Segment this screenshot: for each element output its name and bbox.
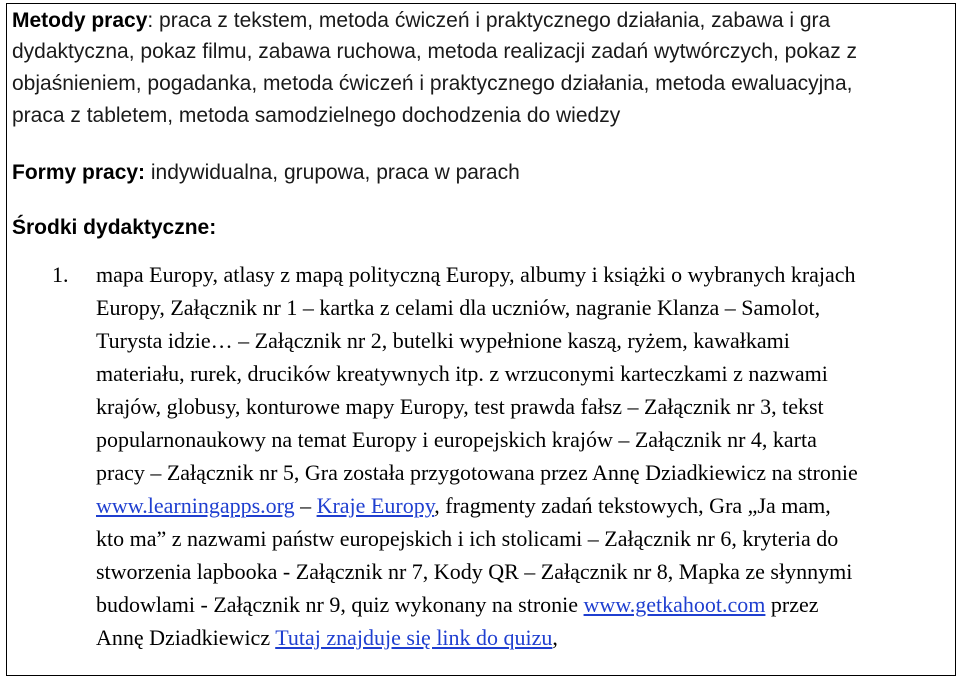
aids-line-6: popularnonaukowy na temat Europy i europejskich krajów – Załącznik nr 4, karta: [96, 427, 817, 452]
aids-line-1: mapa Europy, atlasy z mapą polityczną Europy, albumy i książki o wybranych krajach: [96, 262, 856, 287]
aids-label: Środki dydaktyczne:: [12, 216, 217, 239]
aids-line-3: Turysta idzie… – Załącznik nr 2, butelki wypełnione kaszą, ryżem, kawałkami: [96, 328, 790, 353]
forms-label: Formy pracy:: [12, 161, 146, 184]
methods-label: Metody pracy: [12, 9, 148, 32]
learningapps-link[interactable]: www.learningapps.org: [96, 493, 295, 518]
aids-line-8: www.learningapps.org – Kraje Europy, fragmenty zadań tekstowych, Gra „Ja mam,: [96, 493, 831, 518]
aids-line-5: krajów, globusy, konturowe mapy Europy, test prawda fałsz – Załącznik nr 3, tekst: [96, 394, 824, 419]
aids-line-4: materiału, rurek, drucików kreatywnych itp. z wrzuconymi karteczkami z nazwami: [96, 361, 828, 386]
quiz-link[interactable]: Tutaj znajduje się link do quizu: [275, 625, 553, 650]
aids-line-10: stworzenia lapbooka - Załącznik nr 7, Kody QR – Załącznik nr 8, Mapka ze słynnymi: [96, 559, 853, 584]
aids-line-11: budowlami - Załącznik nr 9, quiz wykonany na stronie www.getkahoot.com przez: [96, 592, 819, 617]
aids-line-12: Annę Dziadkiewicz Tutaj znajduje się link do quizu,: [96, 625, 558, 650]
methods-line-3: objaśnieniem, pogadanka, metoda ćwiczeń i praktycznego działania, metoda ewaluacyjna,: [12, 72, 853, 95]
aids-line-7: pracy – Załącznik nr 5, Gra została przygotowana przez Annę Dziadkiewicz na stronie: [96, 460, 858, 485]
methods-line-1: Metody pracy: praca z tekstem, metoda ćwiczeń i praktycznego działania, zabawa i gra: [12, 9, 831, 32]
aids-line-2: Europy, Załącznik nr 1 – kartka z celami dla uczniów, nagranie Klanza – Samolot,: [96, 295, 821, 320]
methods-line-2: dydaktyczna, pokaz filmu, zabawa ruchowa, metoda realizacji zadań wytwórczych, pokaz z: [12, 40, 858, 63]
kraje-europy-link[interactable]: Kraje Europy: [316, 493, 435, 518]
forms-line: [12, 161, 952, 185]
list-number: 1.: [52, 262, 69, 287]
methods-line-4: praca z tabletem, metoda samodzielnego dochodzenia do wiedzy: [12, 104, 621, 127]
aids-line-9: kto ma” z nazwami państw europejskich i ich stolicami – Załącznik nr 6, kryteria do: [96, 526, 839, 551]
getkahoot-link[interactable]: www.getkahoot.com: [583, 592, 766, 617]
methods-text: praca z tekstem, metoda ćwiczeń i praktycznego działania, zabawa i gra: [159, 9, 831, 32]
forms-text: indywidualna, grupowa, praca w parach: [150, 161, 520, 184]
